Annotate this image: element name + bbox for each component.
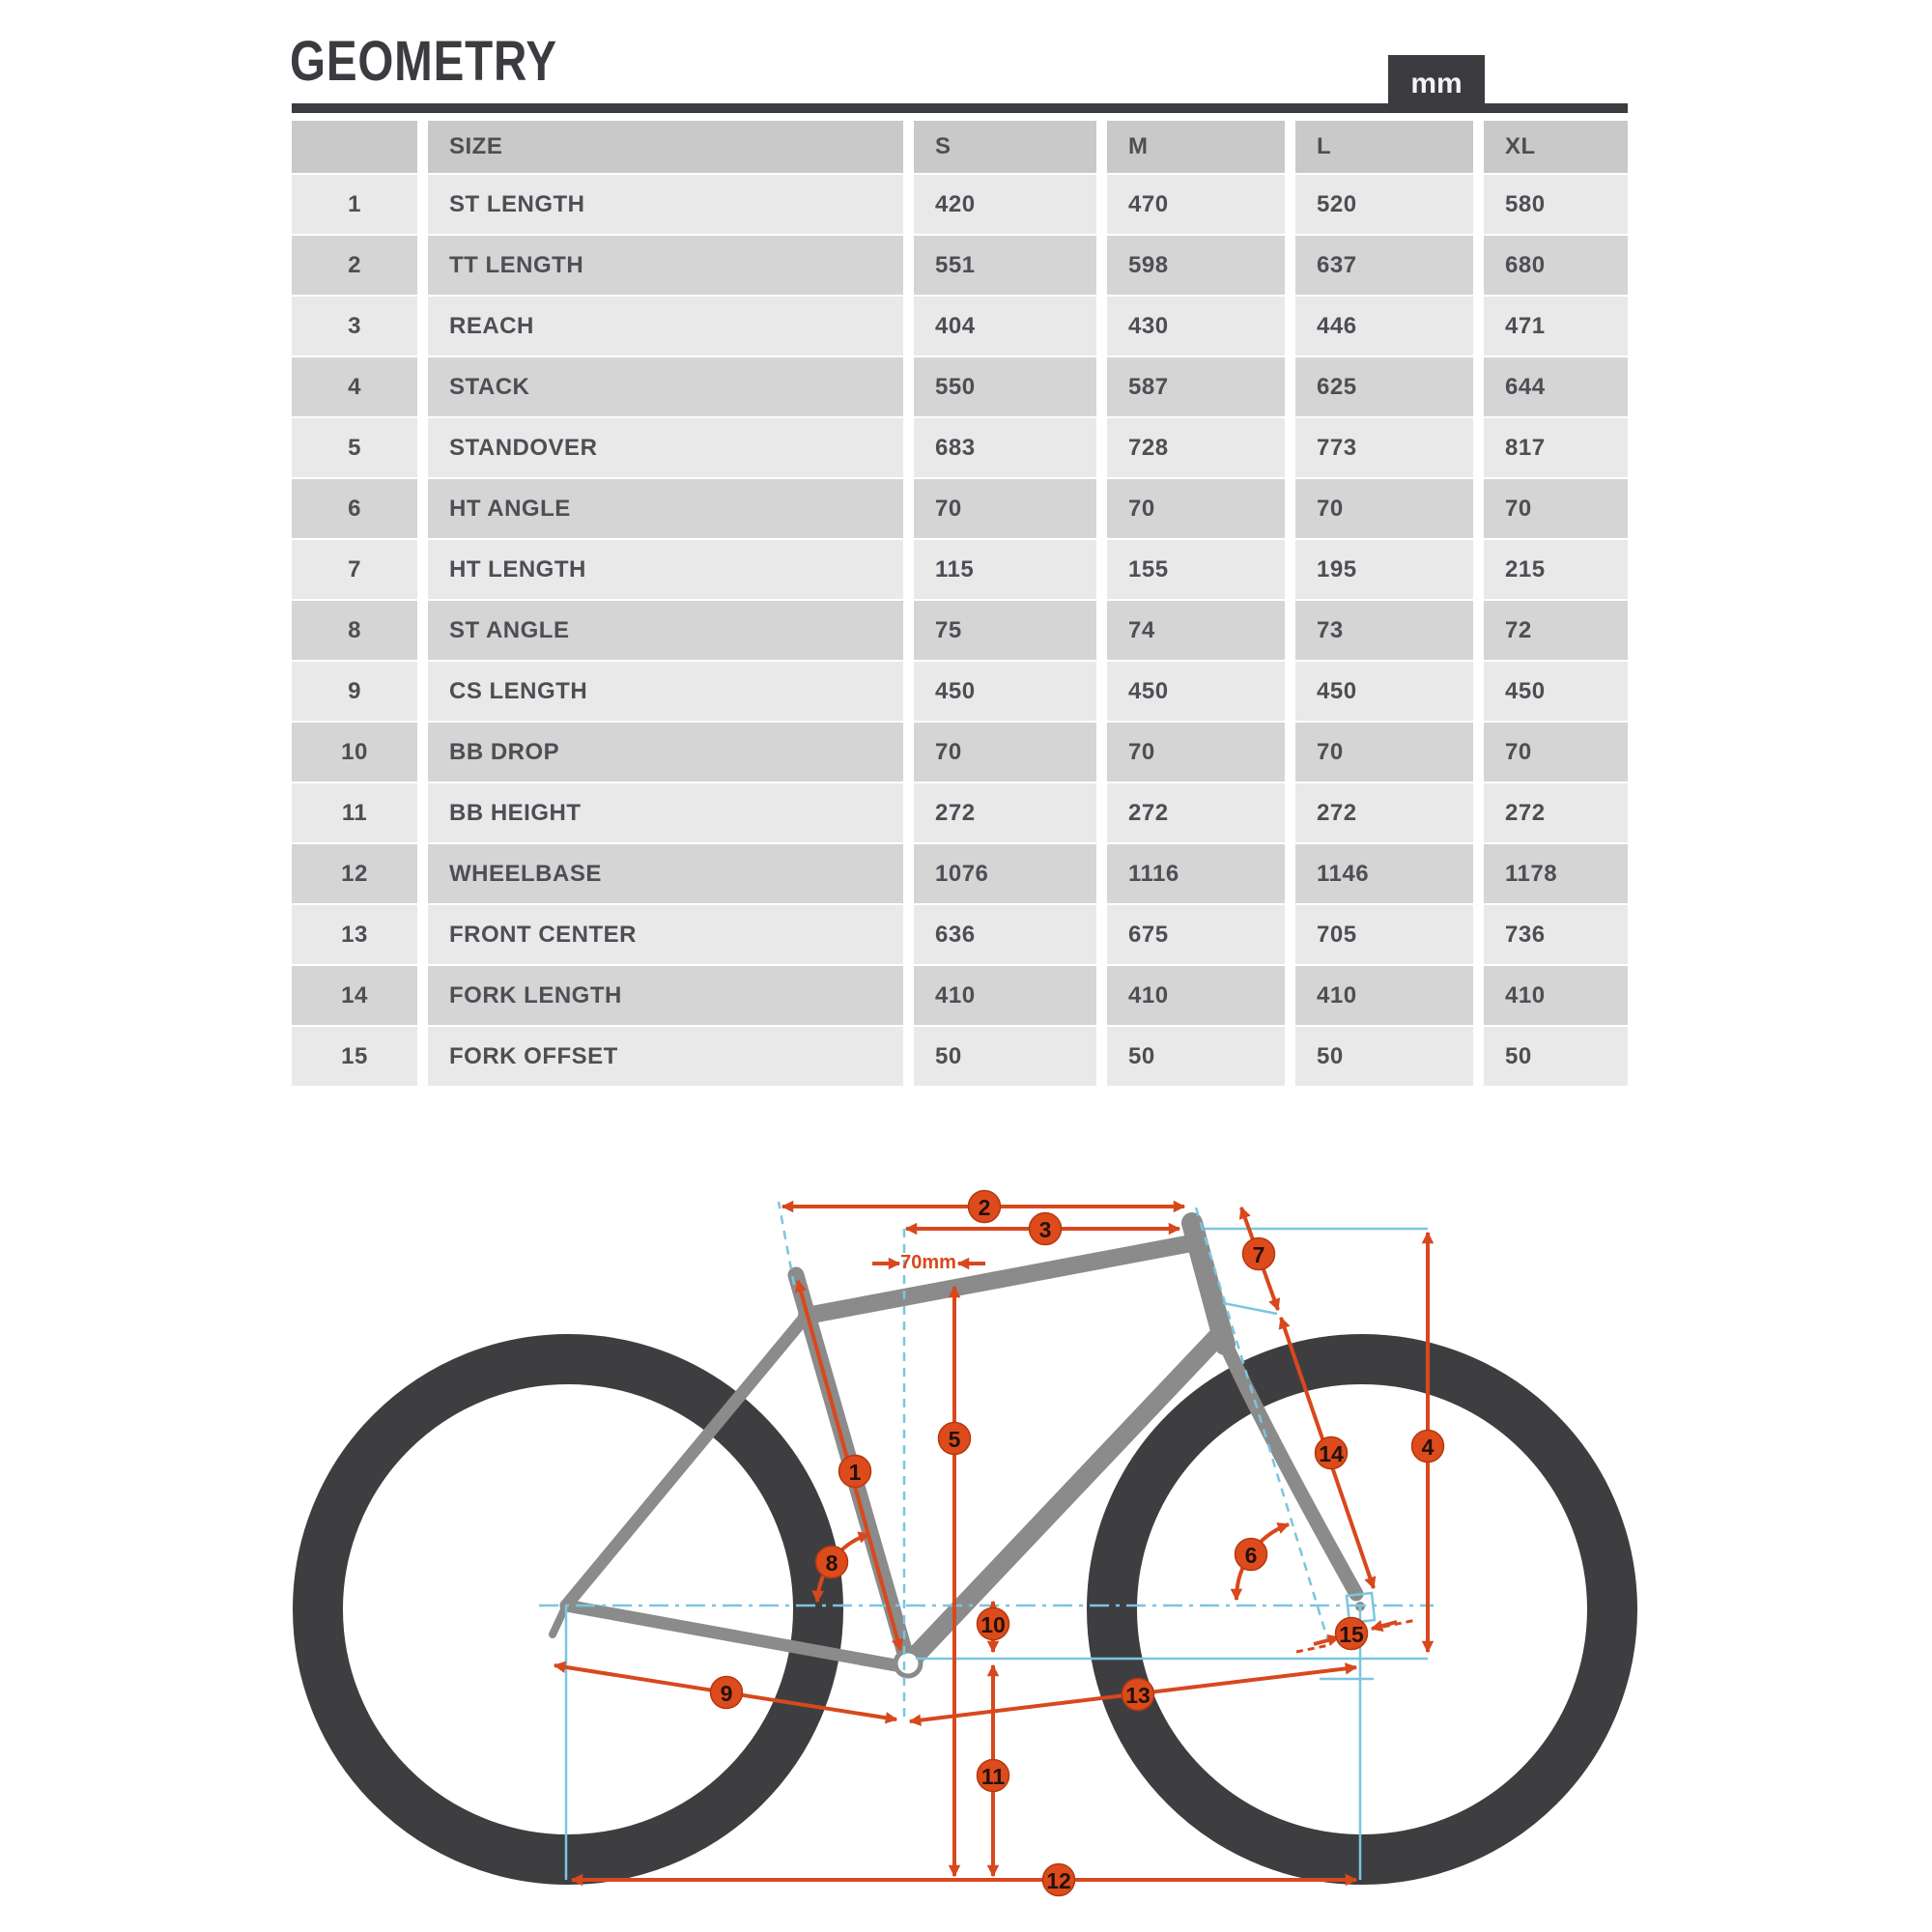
callout-12 bbox=[1043, 1864, 1075, 1896]
row-label-cell: CS LENGTH bbox=[428, 662, 903, 721]
value-cell: 470 bbox=[1107, 175, 1285, 234]
row-num-cell: 10 bbox=[292, 723, 417, 781]
callout-9 bbox=[711, 1677, 743, 1709]
svg-text:15: 15 bbox=[1339, 1622, 1364, 1647]
value-cell: 637 bbox=[1295, 236, 1473, 295]
value-cell: 1076 bbox=[914, 844, 1096, 903]
row-num-cell: 9 bbox=[292, 662, 417, 721]
value-cell: 75 bbox=[914, 601, 1096, 660]
chainstay-tube bbox=[566, 1605, 901, 1666]
callout-1 bbox=[839, 1456, 871, 1488]
row-num-cell: 4 bbox=[292, 357, 417, 416]
value-cell: 644 bbox=[1484, 357, 1628, 416]
value-cell: 587 bbox=[1107, 357, 1285, 416]
value-cell: 272 bbox=[1107, 783, 1285, 842]
svg-text:12: 12 bbox=[1046, 1868, 1071, 1893]
value-cell: 1146 bbox=[1295, 844, 1473, 903]
value-cell: 50 bbox=[1107, 1027, 1285, 1086]
row-num-cell: 1 bbox=[292, 175, 417, 234]
setback-label: 70mm bbox=[900, 1252, 956, 1273]
value-cell: 450 bbox=[1107, 662, 1285, 721]
bottom-bracket bbox=[895, 1651, 921, 1676]
value-cell: 272 bbox=[914, 783, 1096, 842]
row-label-cell: FORK LENGTH bbox=[428, 966, 903, 1025]
header-cell-l: L bbox=[1295, 121, 1473, 173]
value-cell: 773 bbox=[1295, 418, 1473, 477]
row-num-cell: 14 bbox=[292, 966, 417, 1025]
value-cell: 817 bbox=[1484, 418, 1628, 477]
value-cell: 72 bbox=[1484, 601, 1628, 660]
value-cell: 410 bbox=[914, 966, 1096, 1025]
callout-5 bbox=[939, 1423, 971, 1455]
value-cell: 74 bbox=[1107, 601, 1285, 660]
svg-text:7: 7 bbox=[1252, 1242, 1265, 1267]
row-label-cell: WHEELBASE bbox=[428, 844, 903, 903]
row-label-cell: HT LENGTH bbox=[428, 540, 903, 599]
svg-text:11: 11 bbox=[980, 1764, 1006, 1789]
value-cell: 705 bbox=[1295, 905, 1473, 964]
svg-text:13: 13 bbox=[1125, 1683, 1151, 1708]
svg-text:1: 1 bbox=[848, 1460, 862, 1485]
value-cell: 1178 bbox=[1484, 844, 1628, 903]
value-cell: 446 bbox=[1295, 297, 1473, 355]
row-label-cell: BB HEIGHT bbox=[428, 783, 903, 842]
svg-text:8: 8 bbox=[825, 1550, 838, 1576]
header-cell-xl: XL bbox=[1484, 121, 1628, 173]
value-cell: 450 bbox=[1295, 662, 1473, 721]
svg-text:9: 9 bbox=[720, 1681, 733, 1706]
callout-11 bbox=[978, 1760, 1009, 1792]
callout-4 bbox=[1412, 1431, 1444, 1463]
svg-text:5: 5 bbox=[948, 1427, 961, 1452]
value-cell: 636 bbox=[914, 905, 1096, 964]
value-cell: 520 bbox=[1295, 175, 1473, 234]
dim-fork-offset-ext-left bbox=[1296, 1645, 1329, 1652]
row-label-cell: STACK bbox=[428, 357, 903, 416]
row-num-cell: 12 bbox=[292, 844, 417, 903]
value-cell: 1116 bbox=[1107, 844, 1285, 903]
page-title: GEOMETRY bbox=[290, 30, 557, 93]
value-cell: 50 bbox=[914, 1027, 1096, 1086]
value-cell: 73 bbox=[1295, 601, 1473, 660]
value-cell: 420 bbox=[914, 175, 1096, 234]
row-num-cell: 15 bbox=[292, 1027, 417, 1086]
row-label-cell: ST ANGLE bbox=[428, 601, 903, 660]
value-cell: 70 bbox=[914, 723, 1096, 781]
callout-13 bbox=[1122, 1679, 1154, 1711]
header-cell-s: S bbox=[914, 121, 1096, 173]
value-cell: 683 bbox=[914, 418, 1096, 477]
fork-crown-tick bbox=[1223, 1303, 1277, 1314]
row-label-cell: FORK OFFSET bbox=[428, 1027, 903, 1086]
row-label-cell: FRONT CENTER bbox=[428, 905, 903, 964]
value-cell: 272 bbox=[1484, 783, 1628, 842]
header-cell-size: SIZE bbox=[428, 121, 903, 173]
value-cell: 580 bbox=[1484, 175, 1628, 234]
value-cell: 680 bbox=[1484, 236, 1628, 295]
row-label-cell: STANDOVER bbox=[428, 418, 903, 477]
value-cell: 430 bbox=[1107, 297, 1285, 355]
row-label-cell: TT LENGTH bbox=[428, 236, 903, 295]
callout-15 bbox=[1336, 1618, 1368, 1650]
value-cell: 410 bbox=[1484, 966, 1628, 1025]
value-cell: 70 bbox=[1484, 479, 1628, 538]
callout-8 bbox=[816, 1547, 848, 1578]
svg-text:10: 10 bbox=[980, 1612, 1006, 1637]
svg-text:6: 6 bbox=[1244, 1543, 1258, 1568]
callout-10 bbox=[978, 1608, 1009, 1640]
value-cell: 736 bbox=[1484, 905, 1628, 964]
value-cell: 70 bbox=[1484, 723, 1628, 781]
svg-text:14: 14 bbox=[1319, 1441, 1344, 1466]
value-cell: 404 bbox=[914, 297, 1096, 355]
callout-3 bbox=[1030, 1213, 1062, 1245]
value-cell: 728 bbox=[1107, 418, 1285, 477]
value-cell: 70 bbox=[914, 479, 1096, 538]
value-cell: 215 bbox=[1484, 540, 1628, 599]
svg-text:3: 3 bbox=[1038, 1217, 1052, 1242]
callout-6 bbox=[1236, 1539, 1267, 1571]
value-cell: 50 bbox=[1484, 1027, 1628, 1086]
svg-text:2: 2 bbox=[978, 1195, 991, 1220]
row-num-cell: 13 bbox=[292, 905, 417, 964]
row-num-cell: 6 bbox=[292, 479, 417, 538]
value-cell: 471 bbox=[1484, 297, 1628, 355]
value-cell: 70 bbox=[1295, 723, 1473, 781]
row-num-cell: 3 bbox=[292, 297, 417, 355]
value-cell: 450 bbox=[1484, 662, 1628, 721]
value-cell: 70 bbox=[1295, 479, 1473, 538]
callout-7 bbox=[1243, 1238, 1275, 1270]
row-label-cell: BB DROP bbox=[428, 723, 903, 781]
top-tube bbox=[807, 1244, 1186, 1316]
header-cell-m: M bbox=[1107, 121, 1285, 173]
row-label-cell: HT ANGLE bbox=[428, 479, 903, 538]
value-cell: 675 bbox=[1107, 905, 1285, 964]
row-label-cell: ST LENGTH bbox=[428, 175, 903, 234]
row-num-cell: 5 bbox=[292, 418, 417, 477]
value-cell: 550 bbox=[914, 357, 1096, 416]
value-cell: 115 bbox=[914, 540, 1096, 599]
value-cell: 70 bbox=[1107, 479, 1285, 538]
value-cell: 598 bbox=[1107, 236, 1285, 295]
value-cell: 625 bbox=[1295, 357, 1473, 416]
unit-badge: mm bbox=[1388, 55, 1485, 113]
value-cell: 272 bbox=[1295, 783, 1473, 842]
row-num-cell: 7 bbox=[292, 540, 417, 599]
value-cell: 50 bbox=[1295, 1027, 1473, 1086]
value-cell: 450 bbox=[914, 662, 1096, 721]
value-cell: 70 bbox=[1107, 723, 1285, 781]
value-cell: 410 bbox=[1107, 966, 1285, 1025]
svg-text:4: 4 bbox=[1421, 1435, 1435, 1460]
value-cell: 155 bbox=[1107, 540, 1285, 599]
row-label-cell: REACH bbox=[428, 297, 903, 355]
value-cell: 195 bbox=[1295, 540, 1473, 599]
row-num-cell: 2 bbox=[292, 236, 417, 295]
row-num-cell: 11 bbox=[292, 783, 417, 842]
callout-14 bbox=[1316, 1437, 1348, 1469]
value-cell: 551 bbox=[914, 236, 1096, 295]
callout-2 bbox=[969, 1191, 1001, 1223]
value-cell: 410 bbox=[1295, 966, 1473, 1025]
row-num-cell: 8 bbox=[292, 601, 417, 660]
